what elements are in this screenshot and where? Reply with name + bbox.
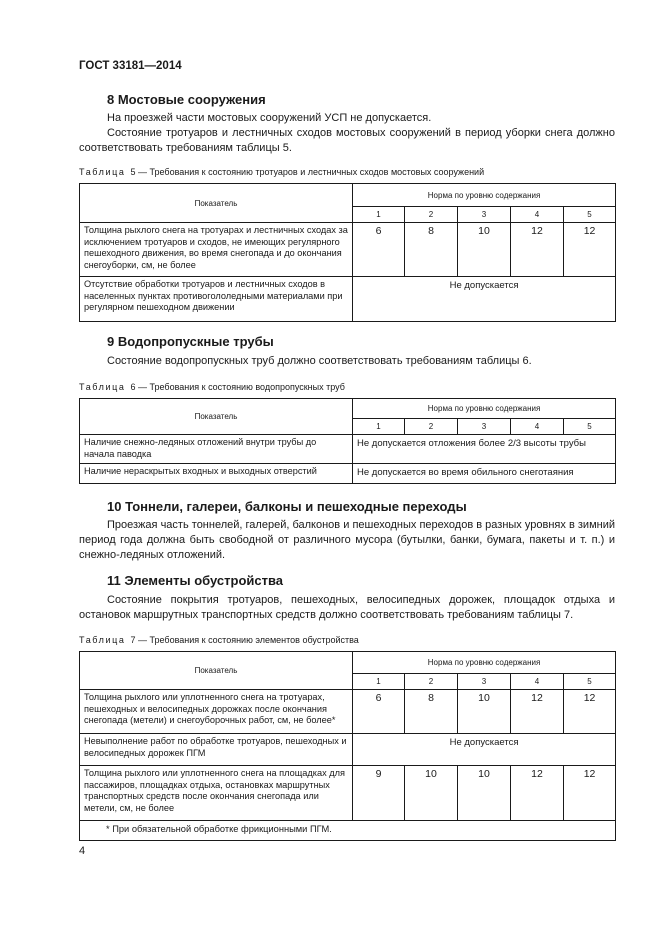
table-6-row-1-label: Наличие снежно-ледяных отложений внутри трубы до начала паводка: [80, 435, 353, 464]
table-cell: 12: [564, 690, 616, 734]
table-6-col-norm: Норма по уровню содержания: [353, 399, 616, 419]
table-row: [80, 734, 616, 766]
table-5-caption-label: Таблица: [79, 167, 126, 177]
table-7-level: 2: [405, 674, 458, 690]
section-9-text: [79, 354, 615, 369]
section-8-title: 8 Мостовые сооружения: [107, 92, 266, 107]
table-5-row-1-label: Толщина рыхлого снега на тротуарах и лестничных сходах за исключением тротуаров и сходов, не имеющих регулярного пешеходного движения, во время снегопада и до окончания снегоуборки, см, не более: [80, 223, 353, 277]
section-8-text: [79, 111, 615, 156]
section-8-para-2: Состояние тротуаров и лестничных сходов мостовых сооружений в период уборки снега должно соответствовать требованиям таблицы 5.: [79, 127, 615, 154]
table-5-col-norm: Норма по уровню содержания: [353, 184, 616, 207]
section-11-para-1: Состояние покрытия тротуаров, пешеходных, велосипедных дорожек, площадок отдыха и остановок маршрутных транспортных средств должно соответствовать требованиям таблицы 7.: [79, 594, 615, 621]
table-cell: 8: [405, 690, 458, 734]
table-7-caption-label: Таблица: [79, 635, 126, 645]
table-cell: 12: [564, 223, 616, 277]
table-6: [79, 398, 616, 484]
section-9-title: 9 Водопропускные трубы: [107, 334, 274, 349]
table-5-caption-text: 5 — Требования к состоянию тротуаров и лестничных сходов мостовых сооружений: [130, 167, 485, 177]
table-row: [80, 766, 616, 821]
table-5-level: 3: [458, 207, 511, 223]
table-6-caption: [79, 382, 345, 392]
table-row: [80, 690, 616, 734]
section-9-para-1: Состояние водопропускных труб должно соответствовать требованиям таблицы 6.: [107, 355, 532, 367]
table-row: [80, 821, 616, 841]
table-6-caption-text: 6 — Требования к состоянию водопропускных труб: [130, 382, 345, 392]
table-5-col-indicator: Показатель: [80, 184, 353, 223]
table-cell: 6: [353, 690, 405, 734]
table-6-caption-label: Таблица: [79, 382, 126, 392]
table-5-caption: [79, 167, 484, 177]
document-header: ГОСТ 33181—2014: [79, 60, 182, 72]
table-5-level: 2: [405, 207, 458, 223]
table-7-level: 3: [458, 674, 511, 690]
table-cell: 10: [458, 223, 511, 277]
table-7-col-norm: Норма по уровню содержания: [353, 652, 616, 674]
section-10-title: 10 Тоннели, галереи, балконы и пешеходные переходы: [107, 499, 467, 514]
section-8-para-1: На проезжей части мостовых сооружений УСП не допускается.: [107, 112, 432, 124]
table-7-row-2-label: Невыполнение работ по обработке тротуаров, пешеходных и велосипедных дорожек ПГМ: [80, 734, 353, 766]
table-7-caption-text: 7 — Требования к состоянию элементов обустройства: [130, 635, 359, 645]
table-cell: 10: [458, 766, 511, 821]
table-5-level: 1: [353, 207, 405, 223]
table-6-level: 5: [564, 419, 616, 435]
table-6-level: 4: [511, 419, 564, 435]
table-row: [80, 464, 616, 484]
table-6-row-2-label: Наличие нераскрытых входных и выходных отверстий: [80, 464, 353, 484]
table-cell: 6: [353, 223, 405, 277]
table-cell: 12: [511, 223, 564, 277]
table-7: [79, 651, 616, 841]
table-row: [80, 435, 616, 464]
table-5-row-2-value: Не допускается: [353, 277, 616, 322]
table-7-row-2-value: Не допускается: [353, 734, 616, 766]
table-6-level: 3: [458, 419, 511, 435]
table-cell: 12: [511, 690, 564, 734]
table-cell: 10: [405, 766, 458, 821]
table-5-level: 4: [511, 207, 564, 223]
table-7-col-indicator: Показатель: [80, 652, 353, 690]
section-11-text: [79, 593, 615, 623]
section-10-text: [79, 518, 615, 563]
table-6-level: 1: [353, 419, 405, 435]
section-11-title: 11 Элементы обустройства: [107, 573, 284, 588]
table-7-caption: [79, 635, 359, 645]
table-row: [80, 223, 616, 277]
table-cell: 9: [353, 766, 405, 821]
table-cell: 12: [511, 766, 564, 821]
page-number: 4: [79, 845, 86, 857]
table-5: [79, 183, 616, 322]
table-7-row-3-label: Толщина рыхлого или уплотненного снега на площадках для пассажиров, площадках отдыха, остановках маршрутных транспортных средств после окончания снегопада или метели, см, не более: [80, 766, 353, 821]
table-6-row-1-value: Не допускается отложения более 2/3 высоты трубы: [353, 435, 616, 464]
section-10-para-1: Проезжая часть тоннелей, галерей, балконов и пешеходных переходов в разных уровнях в зимний период года должна быть свободной от различного мусора (бутылки, банки, бумага, пакеты и т. п.) и снежно-ледяных отложений.: [79, 519, 615, 561]
table-6-level: 2: [405, 419, 458, 435]
table-cell: 10: [458, 690, 511, 734]
table-5-level: 5: [564, 207, 616, 223]
table-7-footnote: * При обязательной обработке фрикционными ПГМ.: [80, 821, 616, 841]
table-7-level: 5: [564, 674, 616, 690]
table-cell: 8: [405, 223, 458, 277]
table-5-row-2-label: Отсутствие обработки тротуаров и лестничных сходов в населенных пунктах противогололедными материалами при регулярном пешеходном движении: [80, 277, 353, 322]
table-7-row-1-label: Толщина рыхлого или уплотненного снега на тротуарах, пешеходных и велосипедных дорожках после окончания снегопада (метели) и снегоуборочных работ, см, не более*: [80, 690, 353, 734]
table-6-col-indicator: Показатель: [80, 399, 353, 435]
table-7-level: 1: [353, 674, 405, 690]
table-cell: 12: [564, 766, 616, 821]
table-row: [80, 277, 616, 322]
table-7-level: 4: [511, 674, 564, 690]
table-6-row-2-value: Не допускается во время обильного снеготаяния: [353, 464, 616, 484]
